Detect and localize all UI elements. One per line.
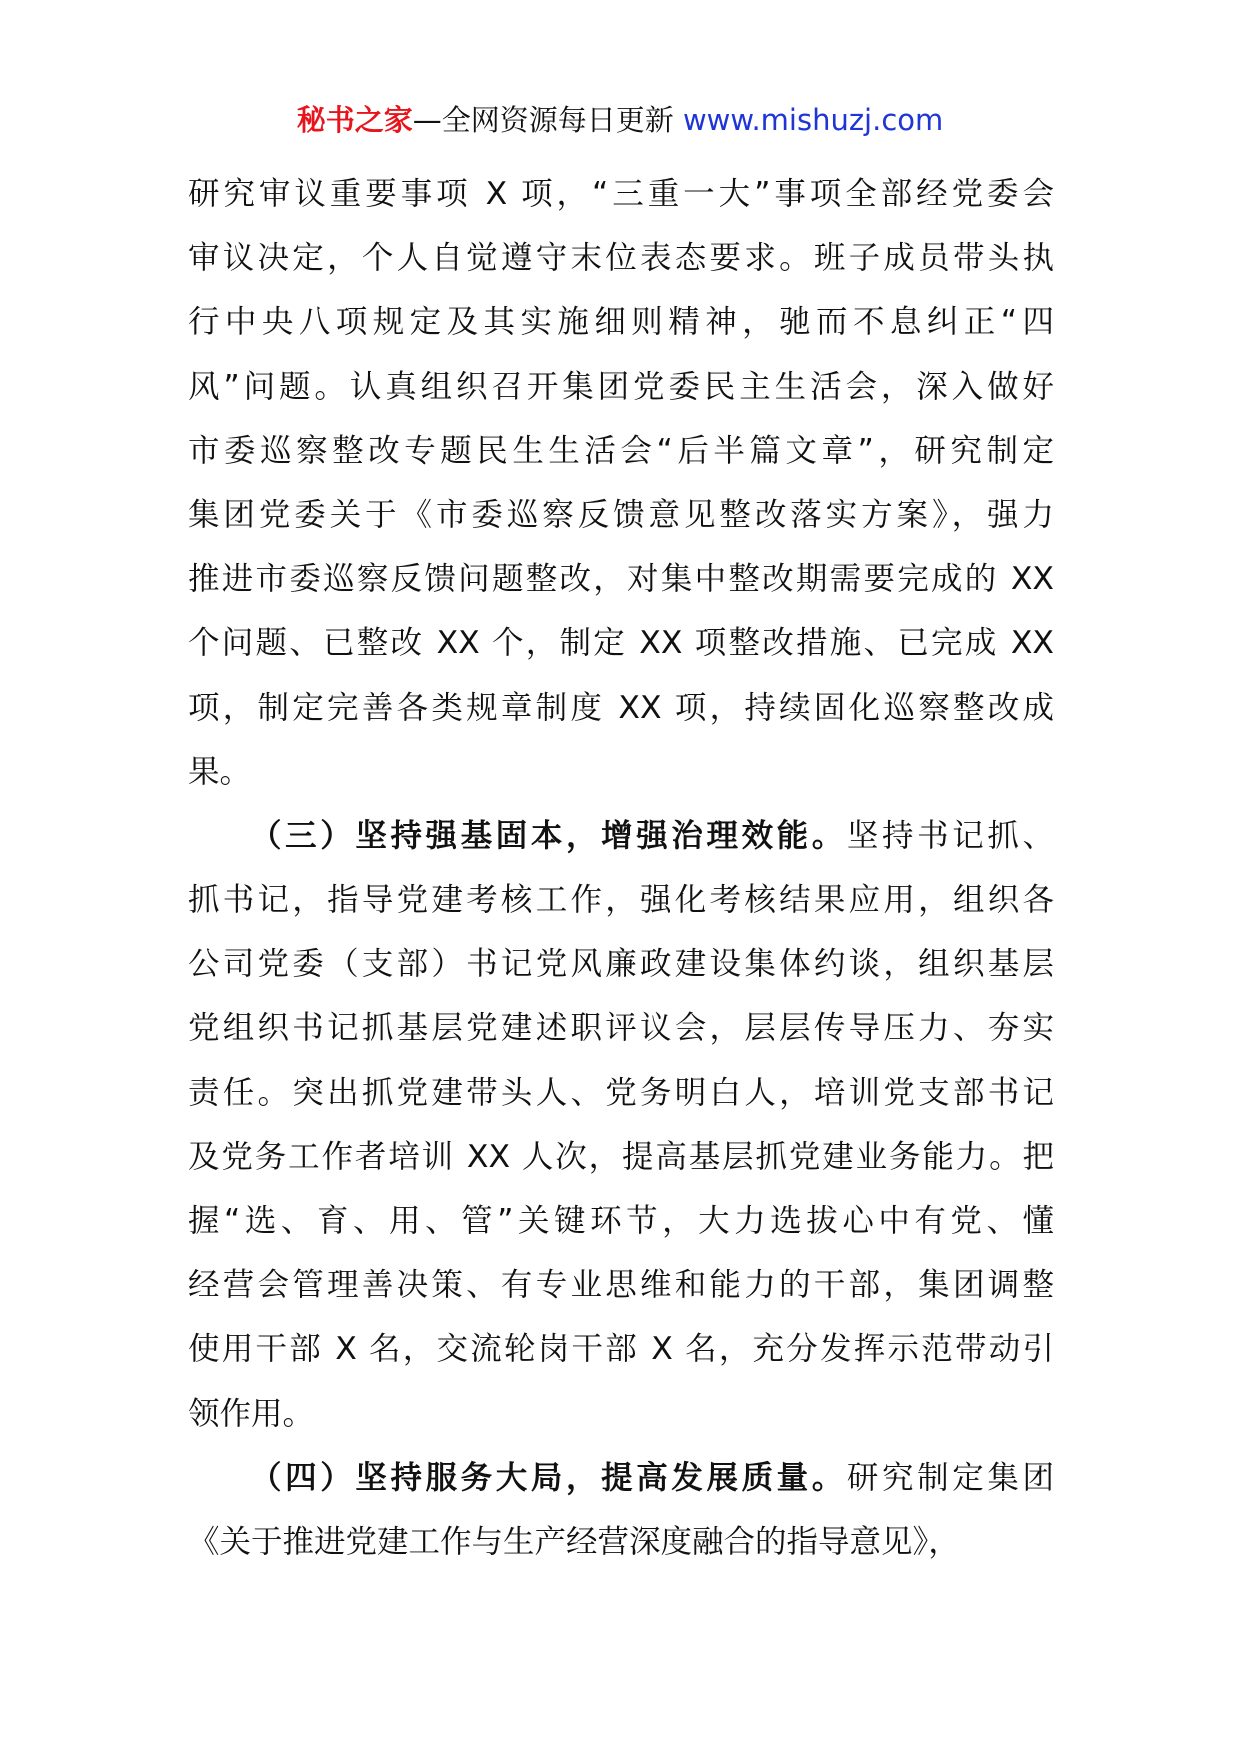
text-line: 握“选、育、用、管”关键环节，大力选拔心中有党、懂 [188,1203,1054,1239]
document-body [188,162,1054,1574]
text-line: 果。 [188,753,252,790]
text-line: 抓书记，指导党建考核工作，强化考核结果应用，组织各 [188,882,1054,919]
text-line: 经营会管理善决策、有专业思维和能力的干部，集团调整 [188,1267,1054,1304]
text-line: 风”问题。认真组织召开集团党委民主生活会，深入做好 [188,368,1054,405]
header-tagline: —全网资源每日更新 [412,103,683,137]
section-heading-line [188,1446,1054,1510]
section-heading: （四）坚持服务大局，提高发展质量。 [250,1459,847,1496]
website-link[interactable]: www.mishuzj.com [682,103,944,137]
text-line: 行中央八项规定及其实施细则精神，驰而不息纠正“四 [188,304,1054,341]
section-heading-line [188,804,1054,868]
text-line: 党组织书记抓基层党建述职评议会，层层传导压力、夯实 [188,1010,1054,1047]
text-line: 领作用。 [188,1395,315,1432]
paragraph-section-4 [188,1446,1054,1574]
text-line: 个问题、已整改 XX 个，制定 XX 项整改措施、已完成 XX [188,625,1054,662]
text-line: 及党务工作者培训 XX 人次，提高基层抓党建业务能力。把 [188,1138,1054,1175]
text-line: 公司党委（支部）书记党风廉政建设集体约谈，组织基层 [188,946,1054,983]
text-line-rest: 坚持书记抓、 [846,817,1054,854]
brand-name: 秘书之家 [296,103,413,137]
text-line: 《关于推进党建工作与生产经营深度融合的指导意见》， [188,1523,960,1560]
text-line: 项，制定完善各类规章制度 XX 项，持续固化巡察整改成 [188,689,1054,726]
text-line: 推进市委巡察反馈问题整改，对集中整改期需要完成的 XX [188,561,1054,598]
text-line: 使用干部 X 名，交流轮岗干部 X 名，充分发挥示范带动引 [188,1331,1054,1368]
paragraph-continued [188,162,1054,804]
text-line: 研究审议重要事项 X 项，“三重一大”事项全部经党委会 [188,176,1054,212]
text-line: 责任。突出抓党建带头人、党务明白人，培训党支部书记 [188,1074,1054,1111]
text-line-rest: 研究制定集团 [846,1459,1054,1496]
text-line: 市委巡察整改专题民生生活会“后半篇文章”，研究制定 [188,432,1054,469]
section-heading: （三）坚持强基固本，增强治理效能。 [250,817,847,854]
text-line: 审议决定，个人自觉遵守末位表态要求。班子成员带头执 [188,240,1054,277]
paragraph-section-3 [188,804,1054,1446]
text-line: 集团党委关于《市委巡察反馈意见整改落实方案》，强力 [188,496,1054,533]
page-header [0,100,1240,140]
